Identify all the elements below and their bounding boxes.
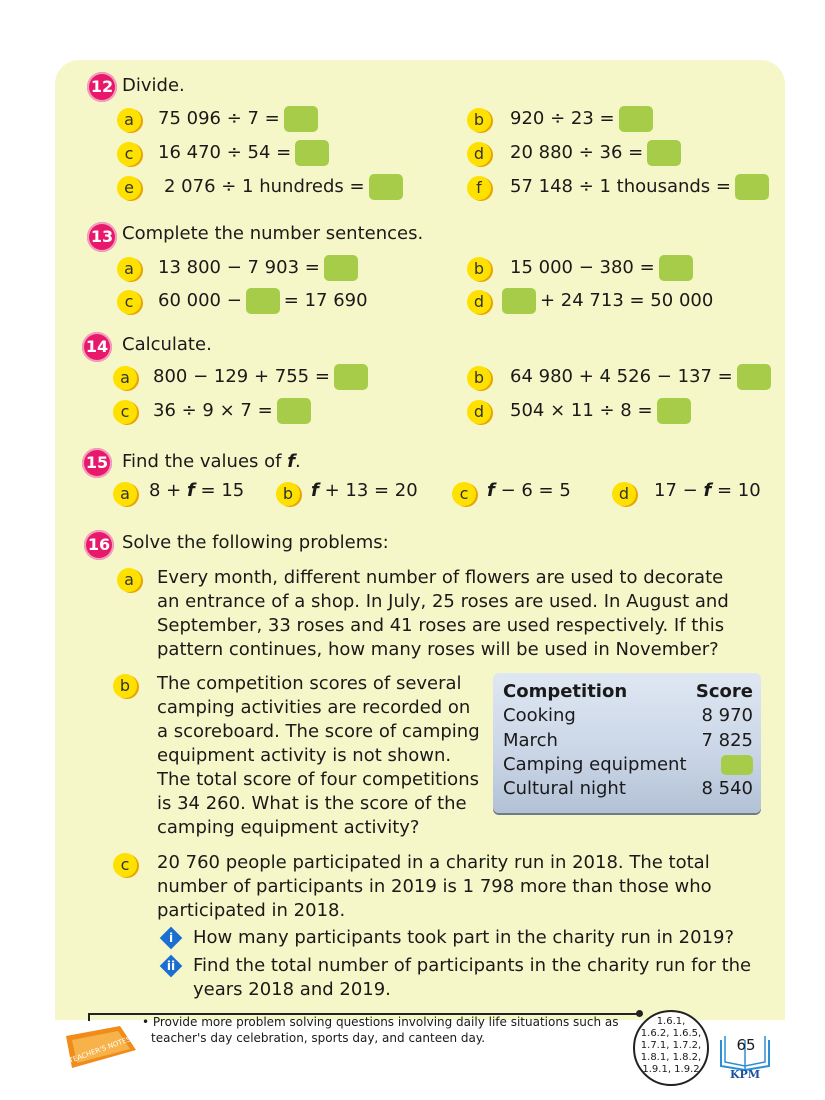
item-13d	[498, 288, 713, 314]
answer-box[interactable]	[659, 255, 693, 281]
expression: 64 980 + 4 526 − 137 =	[510, 366, 733, 387]
text-line: years 2018 and 2019.	[193, 979, 391, 1000]
item-label-15a: a	[113, 482, 137, 506]
question-title-14: Calculate.	[122, 334, 212, 355]
item-label-12d: d	[467, 142, 491, 166]
item-label-14c: c	[113, 400, 137, 424]
text-line: participated in 2018.	[157, 900, 346, 921]
answer-box[interactable]	[735, 174, 769, 200]
item-12e	[164, 174, 403, 200]
item-label-14b: b	[467, 366, 491, 390]
expression: 504 × 11 ÷ 8 =	[510, 400, 653, 421]
answer-box[interactable]	[737, 364, 771, 390]
variable-f: f	[311, 480, 319, 501]
sub-item-label: ii	[166, 959, 176, 973]
item-14a	[153, 364, 368, 390]
question-title-12: Divide.	[122, 75, 185, 96]
scoreboard-header	[503, 681, 753, 705]
standard-line: 1.9.1, 1.9.2	[642, 1064, 700, 1075]
expression: 75 096 ÷ 7 =	[158, 108, 280, 129]
item-label-13a: a	[117, 257, 141, 281]
expression-start: 60 000 −	[158, 290, 242, 311]
question-title-15: Find the values of f.	[122, 451, 301, 472]
text-line: September, 33 roses and 41 roses are used respectively. If this	[157, 615, 725, 636]
standard-line: 1.6.1,	[656, 1016, 686, 1027]
expression: 20 880 ÷ 36 =	[510, 142, 644, 163]
expression: 36 ÷ 9 × 7 =	[153, 400, 273, 421]
page-number-badge	[717, 1032, 773, 1082]
item-12d	[510, 140, 681, 166]
expr-end: − 6 = 5	[494, 480, 571, 501]
text-line: pattern continues, how many roses will be used in November?	[157, 639, 719, 660]
item-label-14a: a	[113, 366, 137, 390]
expression: 16 470 ÷ 54 =	[158, 142, 292, 163]
expression-end: = 17 690	[283, 290, 368, 311]
expression: 13 800 − 7 903 =	[158, 257, 320, 278]
text-line: camping activities are recorded on	[157, 697, 471, 718]
missing-score-box[interactable]	[721, 754, 753, 775]
item-label-16b: b	[113, 674, 137, 698]
note-line: • Provide more problem solving questions involving daily life situations such as	[142, 1015, 619, 1029]
problem-16c	[157, 851, 712, 923]
competition-name: Camping equipment	[503, 754, 687, 775]
item-15d	[654, 480, 761, 501]
expr-end: + 13 = 20	[318, 480, 418, 501]
question-number-15: 15	[82, 448, 112, 478]
answer-box[interactable]	[647, 140, 681, 166]
answer-box[interactable]	[502, 288, 536, 314]
question-number-14: 14	[82, 332, 112, 362]
item-15b	[311, 480, 418, 501]
item-label-15c: c	[452, 482, 476, 506]
variable-f: f	[487, 480, 495, 501]
item-label-12a: a	[117, 108, 141, 132]
text-line: a scoreboard. The score of camping	[157, 721, 480, 742]
scoreboard-row	[503, 754, 753, 778]
sub-problem-16c-i	[193, 926, 734, 950]
question-number-12: 12	[87, 72, 117, 102]
standard-line: 1.8.1, 1.8.2,	[640, 1052, 702, 1063]
expression: 15 000 − 380 =	[510, 257, 655, 278]
answer-box[interactable]	[369, 174, 403, 200]
answer-box[interactable]	[246, 288, 280, 314]
item-label-12b: b	[467, 108, 491, 132]
item-label-16c: c	[113, 853, 137, 877]
answer-box[interactable]	[284, 106, 318, 132]
teachers-notes-badge	[62, 1022, 142, 1074]
text-line: an entrance of a shop. In July, 25 roses are used. In August and	[157, 591, 729, 612]
competition-score: 7 825	[701, 730, 753, 751]
competition-score: 8 540	[701, 778, 753, 799]
sub-item-marker-ii	[160, 955, 182, 977]
text-line: is 34 260. What is the score of the	[157, 793, 467, 814]
standard-line: 1.7.1, 1.7.2,	[640, 1040, 702, 1051]
expr-start: 17 −	[654, 480, 704, 501]
question-title-13: Complete the number sentences.	[122, 223, 424, 244]
variable-f: f	[186, 480, 195, 501]
competition-name: March	[503, 730, 558, 751]
expr-end: = 15	[194, 480, 245, 501]
answer-box[interactable]	[334, 364, 368, 390]
item-14b	[510, 364, 771, 390]
expr-end: = 10	[711, 480, 761, 501]
text-line: number of participants in 2019 is 1 798 more than those who	[157, 876, 712, 897]
answer-box[interactable]	[324, 255, 358, 281]
competition-name: Cooking	[503, 705, 576, 726]
item-12f	[510, 174, 769, 200]
text-line: The total score of four competitions	[157, 769, 479, 790]
scoreboard-row	[503, 730, 753, 754]
item-12c	[158, 140, 329, 166]
text-line: Every month, different number of flowers are used to decorate	[157, 567, 724, 588]
text-line: equipment activity is not shown.	[157, 745, 452, 766]
expression: 920 ÷ 23 =	[510, 108, 615, 129]
expr-start: 8 +	[149, 480, 187, 501]
expression: 2 076 ÷ 1 hundreds =	[164, 176, 365, 197]
item-label-15b: b	[276, 482, 300, 506]
answer-box[interactable]	[657, 398, 691, 424]
teachers-note	[142, 1014, 622, 1046]
item-label-13c: c	[117, 290, 141, 314]
header-competition: Competition	[503, 681, 628, 702]
standards-circle	[633, 1010, 709, 1086]
text-line: 20 760 people participated in a charity run in 2018. The total	[157, 852, 710, 873]
text-line: camping equipment activity?	[157, 817, 420, 838]
item-15c	[487, 480, 571, 501]
scoreboard-row	[503, 778, 753, 802]
expression: 57 148 ÷ 1 thousands =	[510, 176, 731, 197]
footer-divider-tick	[88, 1013, 90, 1021]
item-label-13d: d	[467, 290, 491, 314]
scoreboard	[493, 673, 761, 813]
sub-problem-16c-ii	[193, 954, 751, 1002]
problem-16a	[157, 566, 729, 662]
answer-box[interactable]	[295, 140, 329, 166]
teachers-notes-icon	[62, 1022, 142, 1074]
item-15a	[149, 480, 244, 501]
text-line: The competition scores of several	[157, 673, 462, 694]
sub-item-marker-i	[160, 927, 182, 949]
item-13b	[510, 255, 693, 281]
header-score: Score	[695, 681, 753, 702]
item-label-15d: d	[612, 482, 636, 506]
text-line: Find the total number of participants in the charity run for the	[193, 955, 752, 976]
problem-16b	[157, 672, 480, 840]
page-number: 65	[736, 1036, 756, 1054]
expression: 800 − 129 + 755 =	[153, 366, 330, 387]
competition-score: 8 970	[701, 705, 753, 726]
variable-f: f	[703, 480, 712, 501]
variable-f: f	[287, 451, 296, 472]
note-line: teacher's day celebration, sports day, and canteen day.	[151, 1031, 486, 1045]
expression-end: + 24 713 = 50 000	[540, 290, 714, 311]
question-title-16: Solve the following problems:	[122, 532, 389, 553]
item-label-12f: f	[467, 176, 491, 200]
competition-name: Cultural night	[503, 778, 626, 799]
item-label-13b: b	[467, 257, 491, 281]
item-12a	[158, 106, 318, 132]
question-number-13: 13	[87, 222, 117, 252]
item-13a	[158, 255, 358, 281]
answer-box[interactable]	[619, 106, 653, 132]
badge-text: TEACHER'S NOTES	[67, 1035, 133, 1065]
publisher-logo: KPM	[729, 1068, 760, 1081]
item-14d	[510, 398, 691, 424]
sub-item-label: i	[168, 931, 174, 945]
standard-line: 1.6.2, 1.6.5,	[640, 1028, 702, 1039]
item-label-12c: c	[117, 142, 141, 166]
item-label-16a: a	[117, 568, 141, 592]
item-12b	[510, 106, 653, 132]
item-label-14d: d	[467, 400, 491, 424]
scoreboard-row	[503, 705, 753, 729]
answer-box[interactable]	[277, 398, 311, 424]
item-14c	[153, 398, 311, 424]
question-number-16: 16	[84, 530, 114, 560]
text-line: How many participants took part in the charity run in 2019?	[193, 927, 735, 948]
title-text: Find the values of	[122, 451, 288, 472]
item-label-12e: e	[117, 176, 141, 200]
item-13c	[158, 288, 368, 314]
